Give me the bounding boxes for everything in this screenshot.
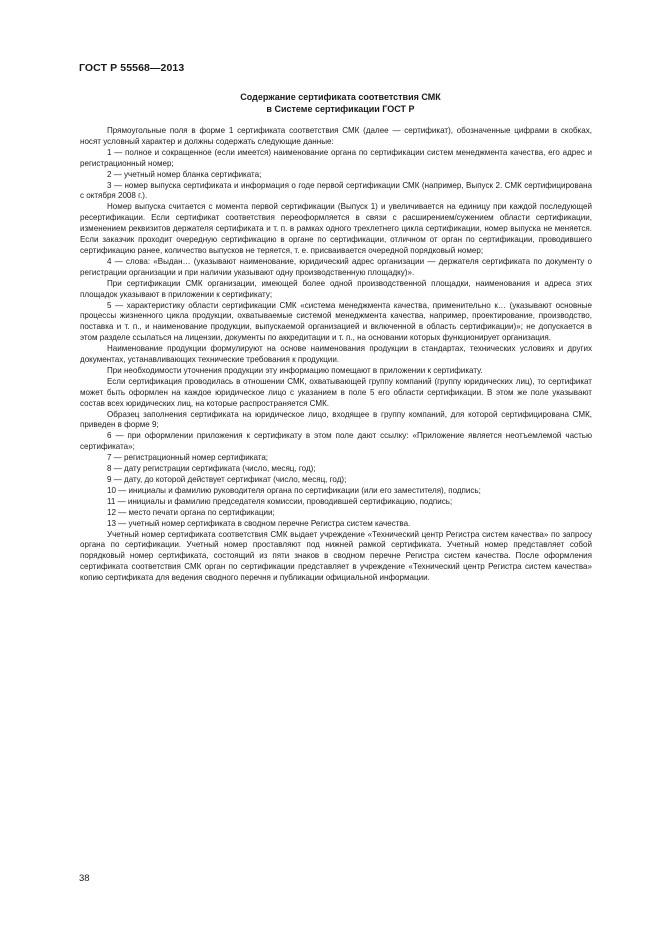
- paragraph: Прямоугольные поля в форме 1 сертификата соответствия СМК (далее — сертификат), обозначенные цифрами в скобках, носят условный характер и должны содержать следующие данные:: [80, 126, 592, 146]
- paragraph: 11 — инициалы и фамилию председателя комиссии, проводившей сертификацию, подпись;: [107, 496, 453, 506]
- page-number: 38: [79, 873, 90, 884]
- paragraph: Если сертификация проводилась в отношении СМК, охватывающей группу компаний (группу юридических лиц), то сертификат может быть оформлен на каждое юридическое лицо с указанием в поле 5 его области сертификации. В этом же поле указывают состав всех юридических лиц, на которые распространяется СМК.: [80, 376, 592, 408]
- paragraph: 9 — дату, до которой действует сертификат (число, месяц, год);: [107, 475, 347, 484]
- standard-header: ГОСТ Р 55568—2013: [79, 62, 185, 74]
- paragraph: 5 — характеристику области сертификации СМК «система менеджмента качества, применительно к… (указывают основные процессы жизненного цикла продукции, охватываемые системой менеджмента качества, например, проектирование, производство, поставка и т. п., и наименование продукции, выпускаемой организацией и включенной в область сертификации)»; не допускается в этом разделе ссылаться на лицензии, документы по аккредитации и т. п., на основании которых функционирует организация.: [80, 300, 592, 343]
- paragraph: 6 — при оформлении приложения к сертификату в этом поле дают ссылку: «Приложение является неотъемлемой частью сертификата»;: [80, 431, 592, 452]
- paragraph: Учетный номер сертификата соответствия СМК выдает учреждение «Технический центр Регистра систем качества» по запросу органа по сертификации. Учетный номер проставляют под нижней рамкой сертификата. Учетный номер представляет собой порядковый номер сертификата, состоящий из пяти знаков в сводном перечне Регистра систем качества. После оформления сертификата соответствия СМК орган по сертификации представляет в учреждение «Технический центр Регистра систем качества» копию сертификата для ведения сводного перечня и публикации официальной информации.: [80, 529, 592, 583]
- paragraph: При сертификации СМК организации, имеющей более одной производственной площадки, наименования и адреса этих площадок указывают в приложении к сертификату;: [80, 278, 592, 299]
- paragraph: 7 — регистрационный номер сертификата;: [107, 453, 269, 463]
- paragraph: 1 — полное и сокращенное (если имеется) наименование органа по сертификации систем менеджмента качества, его адрес и регистрационный номер;: [80, 147, 592, 168]
- section-title-line-1: Содержание сертификата соответствия СМК: [240, 92, 441, 102]
- paragraph: 8 — дату регистрации сертификата (число, месяц, год);: [107, 464, 316, 474]
- paragraph: 13 — учетный номер сертификата в сводном перечне Регистра систем качества.: [107, 518, 411, 528]
- paragraph: Образец заполнения сертификата на юридическое лицо, входящее в группу компаний, для которой сертифицирована СМК, приведен в форме 9;: [80, 409, 592, 430]
- section-title: [0, 92, 661, 115]
- section-title-line-2: в Системе сертификации ГОСТ Р: [266, 103, 415, 114]
- paragraph: Наименование продукции формулируют на основе наименования продукции в стандартах, технических условиях и других документах, устанавливающих технические требования к продукции.: [80, 344, 592, 365]
- paragraph: 3 — номер выпуска сертификата и информация о годе первой сертификации СМК (например, Выпуск 2. СМК сертифицирована с октября 2008 г.).: [80, 180, 592, 201]
- body-text: [80, 126, 592, 584]
- paragraph: 12 — место печати органа по сертификации;: [107, 507, 275, 517]
- paragraph: 2 — учетный номер бланка сертификата;: [107, 169, 262, 179]
- paragraph: Номер выпуска считается с момента первой сертификации (Выпуск 1) и увеличивается на единицу при каждой последующей ресертификации. Если сертификат соответствия переоформляется в связи с расширением/сужением области сертификации, изменением реквизитов держателя сертификата и т. п. в рамках одного трехлетнего цикла сертификации, номер выпуска не меняется. Если заказчик проходит очередную сертификацию в органе по сертификации, отличном от орган по сертификации, проводившего сертификацию ранее, количество выпусков не теряется, т. е. присваивается очередной порядковый номер;: [80, 202, 592, 255]
- paragraph: 10 — инициалы и фамилию руководителя органа по сертификации (или его заместителя), подпись;: [107, 485, 481, 495]
- paragraph: 4 — слова: «Выдан… (указывают наименование, юридический адрес организации — держателя сертификата по документу о регистрации организации и при наличии указывают одну производственную площадку)».: [80, 256, 592, 277]
- paragraph: При необходимости уточнения продукции эту информацию помещают в приложении к сертификату.: [107, 365, 483, 375]
